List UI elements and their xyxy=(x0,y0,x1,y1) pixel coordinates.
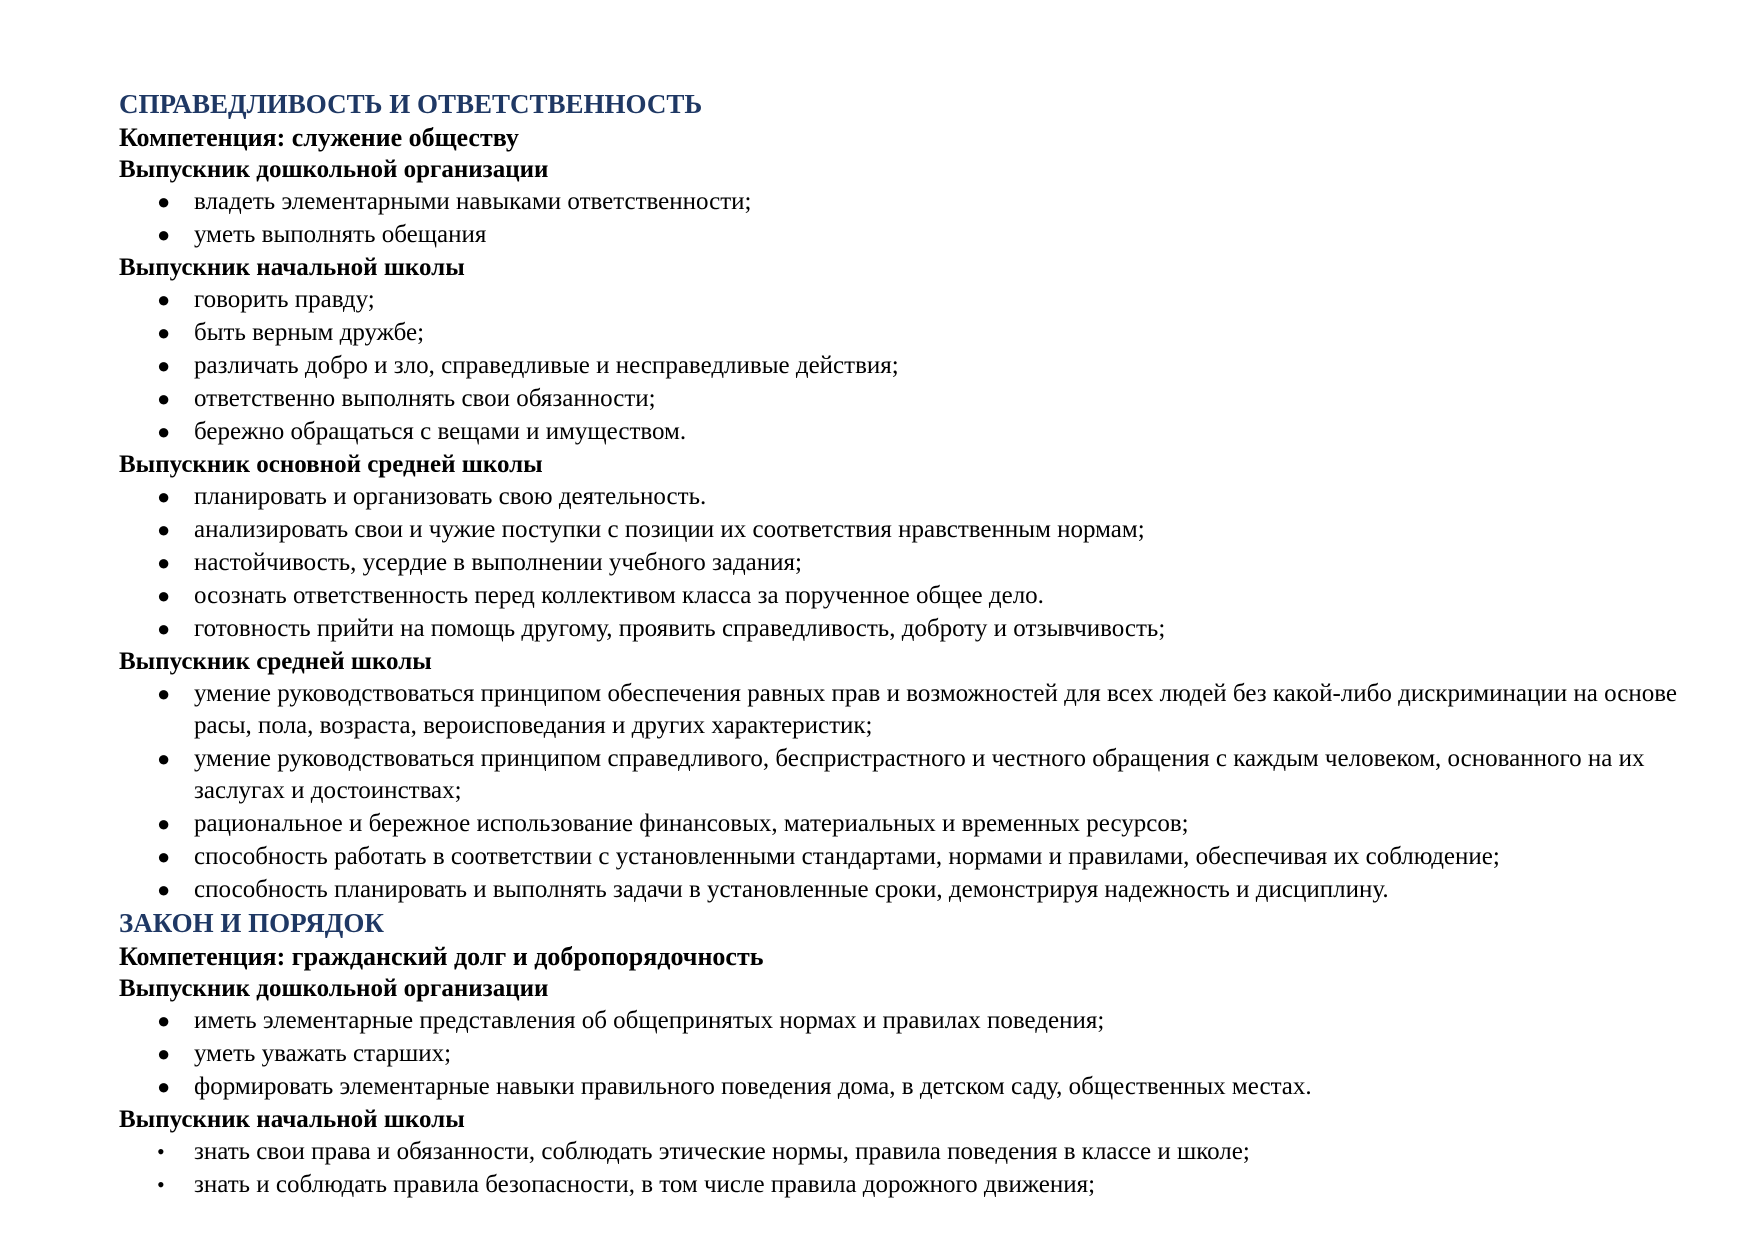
list-item: • знать свои права и обязанности, соблюдать этические нормы, правила поведения в классе и школе; xyxy=(119,1136,1679,1168)
list-item: ● говорить правду; xyxy=(119,284,1679,316)
level-heading: Выпускник начальной школы xyxy=(119,1106,465,1133)
list-item: ● владеть элементарными навыками ответственности; xyxy=(119,186,1679,218)
bullet-icon: ● xyxy=(157,517,171,542)
list-item: ● различать добро и зло, справедливые и несправедливые действия; xyxy=(119,350,1679,382)
item-list xyxy=(119,1005,1679,1103)
bullet-icon: ● xyxy=(157,844,171,869)
bullet-icon: ● xyxy=(157,877,171,902)
bullet-icon: • xyxy=(157,1139,165,1164)
competency-heading: Компетенция: служение обществу xyxy=(119,123,519,152)
bullet-icon: ● xyxy=(157,811,171,836)
list-item: ● способность работать в соответствии с установленными стандартами, нормами и правилами, обеспечивая их соблюдение; xyxy=(119,841,1679,873)
list-item: ● осознать ответственность перед коллективом класса за порученное общее дело. xyxy=(119,580,1679,612)
bullet-icon: ● xyxy=(157,287,171,312)
list-item: • знать и соблюдать правила безопасности, в том числе правила дорожного движения; xyxy=(119,1169,1679,1201)
list-item: ● готовность прийти на помощь другому, проявить справедливость, доброту и отзывчивость; xyxy=(119,613,1679,645)
bullet-icon: ● xyxy=(157,353,171,378)
level-heading: Выпускник дошкольной организации xyxy=(119,156,549,183)
list-item: ● настойчивость, усердие в выполнении учебного задания; xyxy=(119,547,1679,579)
list-item: ● анализировать свои и чужие поступки с позиции их соответствия нравственным нормам; xyxy=(119,514,1679,546)
item-list xyxy=(119,481,1679,645)
document-page xyxy=(119,88,1679,1202)
level-heading: Выпускник начальной школы xyxy=(119,254,465,281)
list-item: ● бережно обращаться с вещами и имуществом. xyxy=(119,416,1679,448)
bullet-icon: ● xyxy=(157,1041,171,1066)
list-item: ● умение руководствоваться принципом обеспечения равных прав и возможностей для всех людей без какой-либо дискриминации на основе расы, пола, возраста, вероисповедания и других характеристик; xyxy=(157,680,1677,739)
bullet-icon: ● xyxy=(157,616,171,641)
level-heading: Выпускник основной средней школы xyxy=(119,451,543,478)
list-item: ● быть верным дружбе; xyxy=(119,317,1679,349)
bullet-icon: ● xyxy=(157,386,171,411)
item-list xyxy=(119,1136,1679,1201)
bullet-icon: ● xyxy=(157,746,171,771)
list-item: ● умение руководствоваться принципом справедливого, беспристрастного и честного обращения с каждым человеком, основанного на их заслугах и достоинствах; xyxy=(157,745,1645,804)
list-item: ● уметь уважать старших; xyxy=(119,1038,1679,1070)
list-item: ● иметь элементарные представления об общепринятых нормах и правилах поведения; xyxy=(119,1005,1679,1037)
bullet-icon: ● xyxy=(157,484,171,509)
list-item: ● рациональное и бережное использование финансовых, материальных и временных ресурсов; xyxy=(119,808,1679,840)
bullet-icon: ● xyxy=(157,222,171,247)
bullet-icon: ● xyxy=(157,419,171,444)
bullet-icon: ● xyxy=(157,550,171,575)
level-heading: Выпускник средней школы xyxy=(119,648,432,675)
list-item: ● уметь выполнять обещания xyxy=(119,219,1679,251)
list-item: ● ответственно выполнять свои обязанности; xyxy=(119,383,1679,415)
item-list xyxy=(119,678,1679,906)
bullet-icon: ● xyxy=(157,189,171,214)
section-title: ЗАКОН И ПОРЯДОК xyxy=(119,908,384,938)
section-title: СПРАВЕДЛИВОСТЬ И ОТВЕТСТВЕННОСТЬ xyxy=(119,89,703,119)
list-item: ● способность планировать и выполнять задачи в установленные сроки, демонстрируя надежность и дисциплину. xyxy=(119,874,1679,906)
item-list xyxy=(119,186,1679,251)
bullet-icon: ● xyxy=(157,681,171,706)
item-list xyxy=(119,284,1679,448)
list-item: ● формировать элементарные навыки правильного поведения дома, в детском саду, общественных местах. xyxy=(119,1071,1679,1103)
bullet-icon: ● xyxy=(157,583,171,608)
bullet-icon: ● xyxy=(157,1008,171,1033)
level-heading: Выпускник дошкольной организации xyxy=(119,975,549,1002)
bullet-icon: ● xyxy=(157,1074,171,1099)
competency-heading: Компетенция: гражданский долг и добропорядочность xyxy=(119,942,764,971)
list-item: ● планировать и организовать свою деятельность. xyxy=(119,481,1679,513)
bullet-icon: • xyxy=(157,1172,165,1197)
bullet-icon: ● xyxy=(157,320,171,345)
